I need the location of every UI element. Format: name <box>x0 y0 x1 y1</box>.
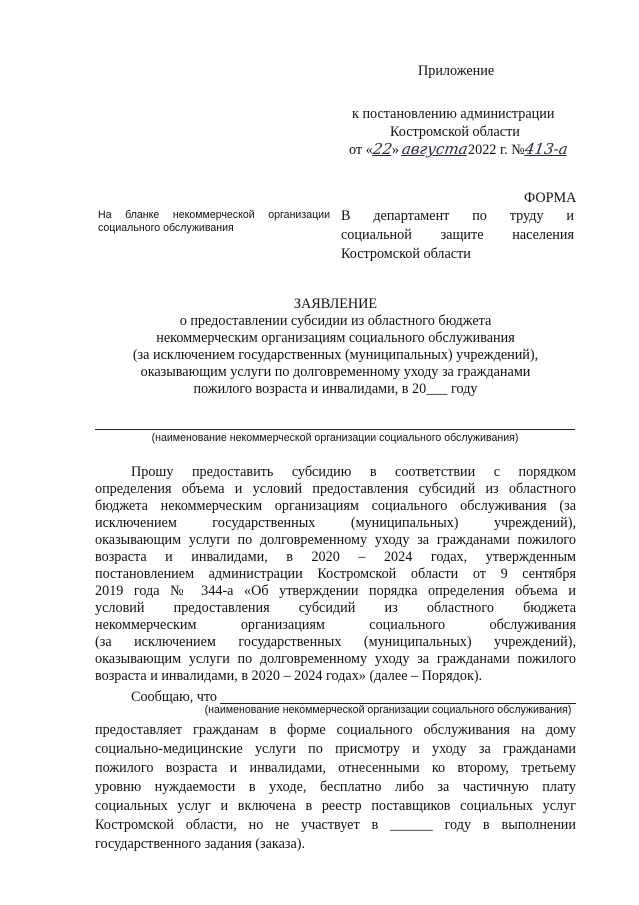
addressee-line-2: социальной защите населения <box>341 227 574 243</box>
p1-line-5: оказывающим услуги по долговременному уходу за гражданами пожилого <box>95 532 576 548</box>
p1-line-4: исключением государственных (муниципальных) учреждений), <box>95 515 576 531</box>
p1-line-1: Прошу предоставить субсидию в соответствии с порядком <box>131 464 576 480</box>
addressee-line-1: В департамент по труду и <box>341 208 574 224</box>
region-line: Костромской области <box>390 124 520 140</box>
p1-line-8: 2019 года № 344-а «Об утверждении порядка определения объема и <box>95 583 576 599</box>
p2-line-7: государственного задания (заказа). <box>95 836 306 852</box>
date-mid: » <box>391 142 399 158</box>
p1-line-13: возраста и инвалидами, в 2020 – 2024 годах» (далее – Порядок). <box>95 668 483 684</box>
letterhead-note <box>98 209 330 235</box>
p1-line-6: возраста и инвалидами, в 2020 – 2024 годах, утвержденным <box>95 549 576 565</box>
title-line-4: оказывающим услуги по долговременному уходу за гражданами <box>140 364 531 380</box>
p2-line-2: социально-медицинские услуги по присмотру и уходу за гражданами <box>95 741 576 757</box>
org-name-caption-2: (наименование некоммерческой организации социального обслуживания) <box>204 704 572 716</box>
p1-line-3: бюджета некоммерческим организациям социального обслуживания (за <box>95 498 576 514</box>
p1-line-9: условий предоставления субсидий из областного бюджета <box>95 600 576 616</box>
resolution-line: к постановлению администрации <box>352 106 555 122</box>
date-day: 22 <box>371 140 394 158</box>
addressee-block <box>341 207 574 264</box>
org-name-caption-1: (наименование некоммерческой организации социального обслуживания) <box>151 432 519 444</box>
p1-line-12: оказывающим услуги по долговременному уходу за гражданами пожилого <box>95 651 576 667</box>
addressee-line-3: Костромской области <box>341 246 471 262</box>
p1-line-2: определения объема и условий предоставления субсидий из областного <box>95 481 576 497</box>
title-line-5: пожилого возраста и инвалидами, в 20___ году <box>193 381 478 397</box>
p2-line-3: пожилого возраста и инвалидами, отнесенными ко второму, третьему <box>95 760 576 776</box>
date-month: августа <box>401 140 470 158</box>
p2-line-4: уровню нуждаемости в уходе, бесплатно либо за частичную плату <box>95 779 576 795</box>
resolution-number: 413-а <box>523 140 569 158</box>
statement-title <box>95 296 576 398</box>
title-heading: ЗАЯВЛЕНИЕ <box>293 296 378 312</box>
title-line-3: (за исключением государственных (муниципальных) учреждений), <box>132 347 539 363</box>
request-paragraph <box>95 464 576 685</box>
p2-line-6: Костромской области, но не участвует в ______ году в выполнении <box>95 817 576 833</box>
p2-line-1: предоставляет гражданам в форме социального обслуживания на дому <box>95 722 576 738</box>
letterhead-note-line-1: На бланке некоммерческой организации <box>98 209 330 221</box>
report-paragraph <box>95 721 576 854</box>
p1-line-10: некоммерческим организациям социального обслуживания <box>95 617 576 633</box>
title-line-2: некоммерческим организациям социального обслуживания <box>156 330 515 346</box>
appendix-label: Приложение <box>418 63 495 79</box>
p1-line-7: постановлением администрации Костромской области от 9 сентября <box>95 566 576 582</box>
report-prefix: Сообщаю, что <box>131 689 218 705</box>
p2-line-5: социальных услуг и включена в реестр поставщиков социальных услуг <box>95 798 576 814</box>
letterhead-note-line-2: социального обслуживания <box>98 222 234 234</box>
resolution-date-line <box>349 141 567 159</box>
title-line-1: о предоставлении субсидии из областного бюджета <box>179 313 492 329</box>
date-year: 2022 г. № <box>468 142 525 158</box>
org-name-line-1 <box>95 429 575 430</box>
p1-line-11: (за исключением государственных (муниципальных) учреждений), <box>95 634 576 650</box>
date-prefix: от « <box>349 142 373 158</box>
form-label: ФОРМА <box>524 190 577 206</box>
